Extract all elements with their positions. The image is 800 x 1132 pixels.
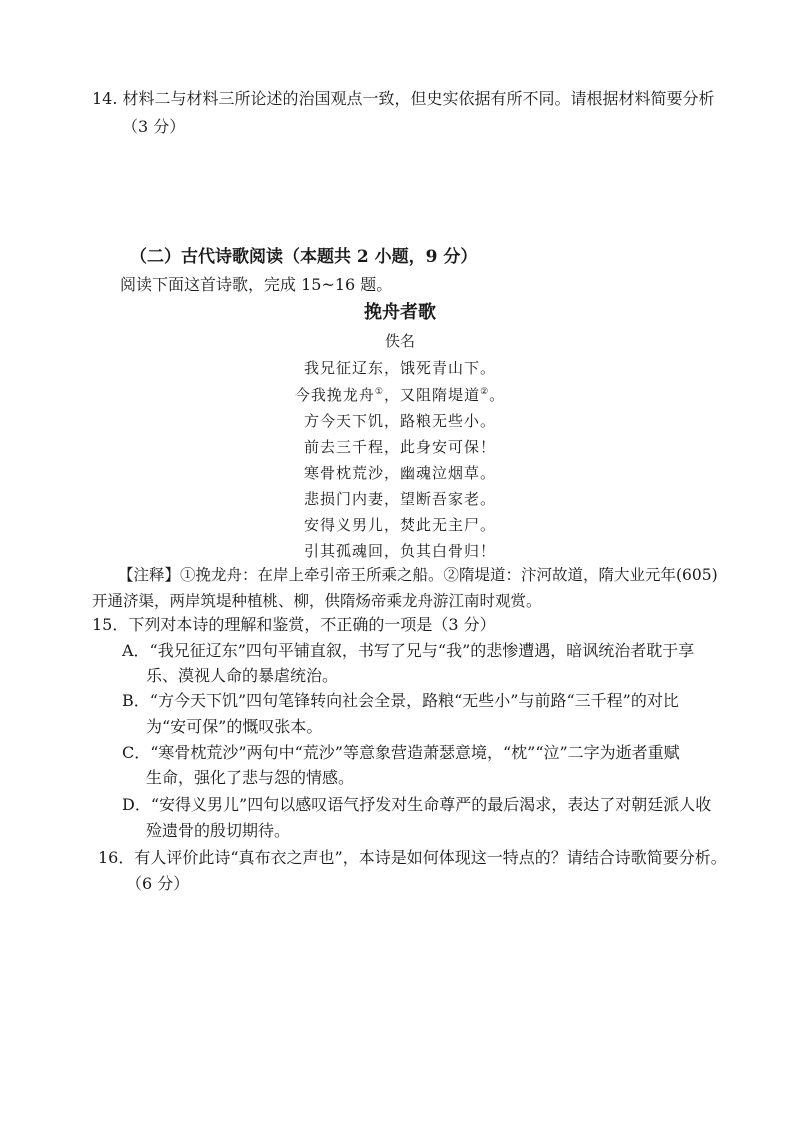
poem-line-5: 寒骨枕荒沙，幽魂泣烟草。 xyxy=(303,464,496,482)
option-a-line-2: 乐、漠视人命的暴虐统治。 xyxy=(146,666,339,685)
option-c-line-2: 生命，强化了悲与怨的情感。 xyxy=(146,768,355,787)
poem-line-1: 我兄征辽东，饿死青山下。 xyxy=(303,359,496,377)
question-15-stem: 15．下列对本诗的理解和鉴赏，不正确的一项是（3 分） xyxy=(92,615,496,634)
poem-line-6: 悲损门内妻，望断吾家老。 xyxy=(303,490,496,508)
question-16-score: （6 分） xyxy=(126,874,190,893)
option-b-line-2: 为“安可保”的慨叹张本。 xyxy=(146,717,323,736)
poem-line-7: 安得义男儿，焚此无主尸。 xyxy=(303,516,496,534)
option-d-line-2: 殓遗骨的殷切期待。 xyxy=(146,821,291,840)
poem-title: 挽舟者歌 xyxy=(364,302,436,323)
option-b-line-1: B．“方今天下饥”四句笔锋转向社会全景，路粮“无些小”与前路“三千程”的对比 xyxy=(122,691,679,710)
option-a-line-1: A．“我兄征辽东”四句平铺直叙，书写了兄与“我”的悲惨遭遇，暗讽统治者耽于享 xyxy=(122,641,695,660)
poem-annotation-line-2: 开通济渠，两岸筑堤种植桃、柳，供隋炀帝乘龙舟游江南时观赏。 xyxy=(92,592,542,610)
poem-line-4: 前去三千程，此身安可保！ xyxy=(303,438,496,456)
section-heading: （二）古代诗歌阅读（本题共 2 小题，9 分） xyxy=(130,247,478,267)
poem-annotation-line-1: 【注释】①挽龙舟：在岸上牵引帝王所乘之船。②隋堤道：汴河故道，隋大业元年(605) xyxy=(118,566,718,584)
poem-line-8: 引其孤魂回，负其白骨归！ xyxy=(303,542,496,560)
question-16-text: 16．有人评价此诗“真布衣之声也”，本诗是如何体现这一特点的？请结合诗歌简要分析。 xyxy=(98,848,727,867)
reading-instruction: 阅读下面这首诗歌，完成 15~16 题。 xyxy=(120,275,393,294)
poem-line-2: 今我挽龙舟①，又阻隋堤道②。 xyxy=(294,386,506,404)
poem-line-3: 方今天下饥，路粮无些小。 xyxy=(303,412,496,430)
option-c-line-1: C．“寒骨枕荒沙”两句中“荒沙”等意象营造萧瑟意境，“枕”“泣”二字为逝者重赋 xyxy=(122,743,680,762)
footnote-marker: ① xyxy=(374,387,384,397)
footnote-marker: ② xyxy=(480,387,490,397)
question-14-score: （3 分） xyxy=(122,117,186,136)
poem-author: 佚名 xyxy=(384,332,415,350)
option-d-line-1: D．“安得义男儿”四句以感叹语气抒发对生命尊严的最后渴求，表达了对朝廷派人收 xyxy=(122,795,712,814)
question-14-text: 14. 材料二与材料三所论述的治国观点一致，但史实依据有所不同。请根据材料简要分析 xyxy=(92,89,715,108)
